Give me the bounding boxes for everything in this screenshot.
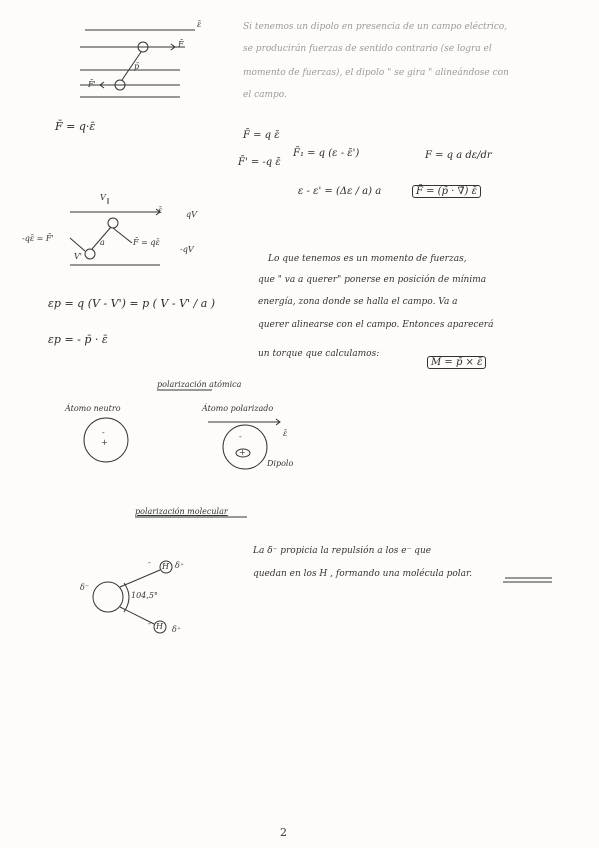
force-equation: F̄ = q·ε̄ [55,120,96,133]
text-line: Lo que tenemos es un momento de fuerzas, [268,254,467,264]
potential-v-label: V [100,193,106,202]
delta-plus-bottom: δ⁺ [172,625,182,634]
minus-sign: - [239,432,242,441]
potential-vprime-label: V' [74,252,82,261]
section-title-molecular: polarización molecular [135,507,228,516]
dipole-label: Dipolo [267,459,294,468]
dipole-potential-diagram [70,198,163,265]
dipole-moment-label: p̄ [134,62,140,71]
force-prime-label: F̄' [88,80,96,89]
text-line: querer alinearse con el campo. Entonces aparecerá [258,320,494,330]
equation-gradient-force: F = q a dε/dr [425,150,492,161]
boxed-force-equation: F̄ = (p̄ · ∇̄) ε̄ [412,185,481,198]
force-negative-label: -qε̄ = F̄' [22,234,54,243]
qv-label: qV [186,210,197,219]
positive-charge [108,218,118,228]
text-line: momento de fuerzas), el dipolo " se gira " alineándose con [243,68,509,78]
force-positive-label: F̄ = qε̄ [133,238,160,247]
text-line: energía, zona donde se halla el campo. Va a [258,297,458,307]
field-label: ε̄ [283,429,288,438]
field-label: ε̄ [158,206,163,215]
atomic-polarization-diagram [84,390,280,469]
oxygen-atom [93,582,123,612]
water-molecule-diagram [93,517,247,633]
text-line: el campo. [243,90,287,100]
force-prime-arrow [70,238,85,251]
text-line: un torque que calculamos: [258,349,380,359]
bond-angle-label: 104,5° [131,591,158,600]
oh-bond-top [120,570,160,587]
separation-a-label: a [100,238,105,247]
plus-sign: + [239,448,246,457]
equation-delta: ε - ε' = (Δε / a) a [298,186,382,197]
delta-minus-label: δ⁻ [80,583,90,592]
polarized-atom-label: Átomo polarizado [202,404,274,413]
delta-plus-top: δ⁺ [175,561,185,570]
hydrogen-label-bottom: H [156,622,163,631]
text-line: que " va a querer" ponerse en posición de mínima [258,275,487,285]
text-line: se producirán fuerzas de sentido contrario (se logra el [243,44,492,54]
minus-sign: - [148,558,151,567]
neg-qv-label: -qV [180,245,194,254]
equation-fprime: F̄' = -q ε̄ [238,157,281,168]
polarized-atom [223,425,267,469]
energy-equation-2: εp = - p̄ · ε̄ [48,333,108,346]
force-label: F̄ [178,40,184,49]
negative-charge [85,249,95,259]
minus-sign: - [148,619,151,628]
neutral-atom-label: Átomo neutro [65,404,121,413]
torque-equation: M = p̄ × ε̄ [427,356,486,369]
text-line: Si tenemos un dipolo en presencia de un campo eléctrico, [243,22,508,32]
plus-sign: + [101,438,108,447]
equation-resultant: F̄₁ = q (ε - ε̄') [293,148,360,159]
text-line: quedan en los H , formando una molécula polar. [253,569,473,579]
equation-f: F̄ = q ε̄ [243,130,280,141]
page-number: 2 [280,826,287,839]
bond-angle-arc [124,583,129,612]
field-label: ε̄ [197,20,202,29]
section-title-atomic: polarización atómica [157,380,242,389]
hydrogen-label-top: H [162,562,169,571]
text-line: La δ⁻ propicia la repulsión a los e⁻ que [253,546,432,556]
energy-equation-1: εp = q (V - V') = p ( V - V' / a ) [48,297,216,310]
minus-sign: - [102,428,105,437]
force-arrow [113,228,132,243]
